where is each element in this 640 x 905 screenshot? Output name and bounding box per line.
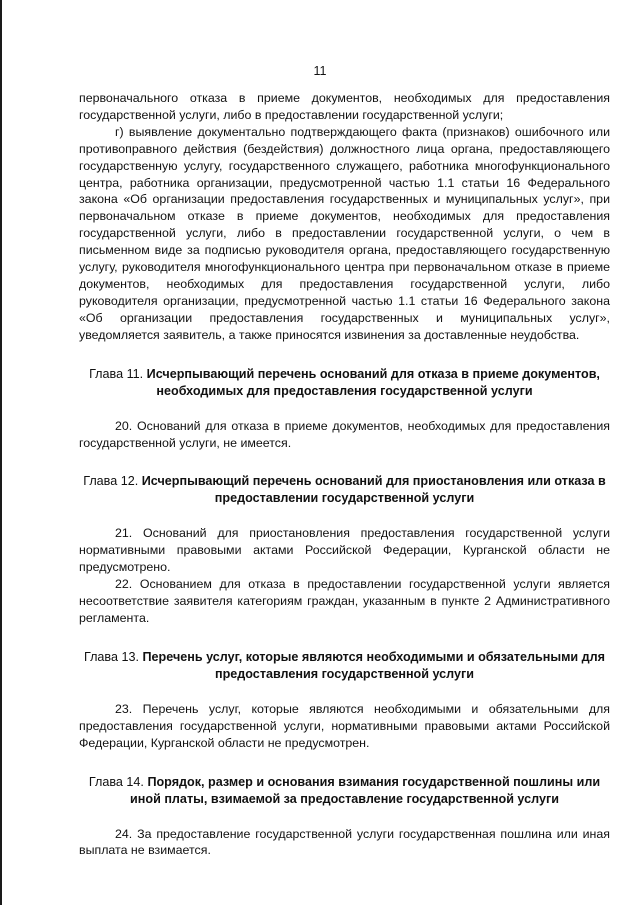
paragraph-20: 20. Оснований для отказа в приеме документов, необходимых для предоставления государственной услуги, не имеется. xyxy=(79,418,610,450)
chapter-13-heading xyxy=(79,649,610,683)
paragraph-23: 23. Перечень услуг, которые являются необходимыми и обязательными для предоставления государственной услуги, нормативными правовыми актами Российской Федерации, Курганской области не предусмотрен. xyxy=(79,701,610,750)
chapter-13-title: Перечень услуг, которые являются необходимыми и обязательными для предоставления государственной услуги xyxy=(142,649,606,681)
document-body xyxy=(79,90,610,859)
chapter-14-prefix: Глава 14. xyxy=(88,774,144,789)
page-number: 11 xyxy=(313,64,327,78)
paragraph-21: 21. Оснований для приостановления предоставления государственной услуги нормативными правовыми актами Российской Федерации, Курганской области не предусмотрено. xyxy=(79,526,610,575)
chapter-12-heading xyxy=(79,473,610,507)
chapter-12-prefix: Глава 12. xyxy=(83,474,139,489)
chapter-11-prefix: Глава 11. xyxy=(89,366,144,381)
paragraph-22: 22. Основанием для отказа в предоставлении государственной услуги является несоответствие заявителя категориям граждан, указанным в пункте 2 Административного регламента. xyxy=(79,577,610,625)
chapter-11-heading xyxy=(79,366,610,400)
intro-paragraph-2: г) выявление документально подтверждающего факта (признаков) ошибочного или противоправного действия (бездействия) должностного лица органа, предоставляющего государственную услугу, государственного служащего, работника многофункционального центра, работника организации, предусмотренной частью 1.1 статьи 16 Федерального закона «Об организации предоставления государственных и муниципальных услуг», при первоначальном отказе в приеме документов, необходимых для предоставления государственной услуги, либо в предоставлении государственной услуги, о чем в письменном виде за подписью руководителя органа, предоставляющего государственную услугу, руководителя многофункционального центра при первоначальном отказе в приеме документов, необходимых для предоставления государственной услуги, либо руководителя организации, предусмотренной частью 1.1 статьи 16 Федерального закона «Об организации предоставления государственных и муниципальных услуг», уведомляется заявитель, а также приносятся извинения за доставленные неудобства. xyxy=(79,124,610,342)
chapter-13-prefix: Глава 13. xyxy=(83,649,139,664)
chapter-12-title: Исчерпывающий перечень оснований для приостановления или отказа в предоставлении государственной услуги xyxy=(141,474,606,506)
paragraph-24: 24. За предоставление государственной услуги государственная пошлина или иная выплата не взимается. xyxy=(79,826,610,858)
scan-edge xyxy=(0,0,2,905)
chapter-14-title: Порядок, размер и основания взимания государственной пошлины или иной платы, взимаемой за предоставление государственной услуги xyxy=(130,774,601,806)
intro-paragraph-1: первоначального отказа в приеме документов, необходимых для предоставления государственной услуги, либо в предоставлении государственной услуги; xyxy=(79,91,610,122)
chapter-14-heading xyxy=(79,774,610,808)
chapter-11-title: Исчерпывающий перечень оснований для отказа в приеме документов, необходимых для предоставления государственной услуги xyxy=(146,366,600,398)
